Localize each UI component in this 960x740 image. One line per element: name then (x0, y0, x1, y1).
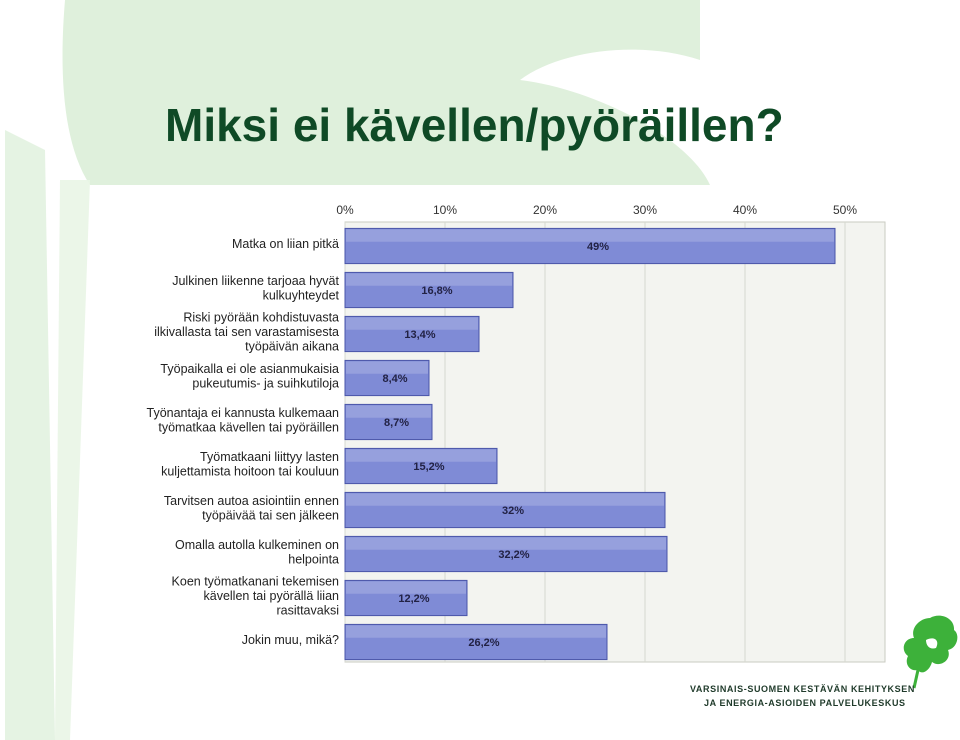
bar-value-label: 32% (501, 505, 525, 517)
bar-highlight (346, 581, 466, 593)
category-label-line: Työmatkaani liittyy lasten (200, 449, 339, 464)
category-label-line: Koen työmatkanani tekemisen (171, 574, 339, 589)
category-label (242, 633, 339, 647)
category-label (172, 274, 339, 303)
category-label-line: työpäivää tai sen jälkeen (202, 508, 339, 523)
category-label-line: Jokin muu, mikä? (241, 633, 339, 647)
category-label (161, 450, 339, 479)
bar-value-label: 13,4% (404, 329, 436, 341)
bar-value-label: 8,4% (382, 373, 408, 385)
bar-highlight (346, 361, 428, 373)
category-label-line: Tarvitsen autoa asiointiin ennen (163, 493, 339, 508)
x-tick-label: 30% (632, 203, 658, 217)
category-label-line: työpäivän aikana (245, 339, 339, 354)
category-label-line: kävellen tai pyörällä liian (203, 589, 339, 603)
x-tick-label: 0% (336, 203, 354, 217)
organization-logo (690, 610, 960, 720)
category-label-line: Työpaikalla ei ole asianmukaisia (160, 361, 339, 376)
category-label-line: Riski pyörään kohdistuvasta (183, 310, 339, 325)
category-label (175, 538, 339, 567)
bar-chart (105, 196, 895, 666)
category-label (232, 237, 339, 251)
category-label (154, 311, 339, 354)
category-label (164, 494, 339, 523)
bar-highlight (346, 537, 666, 549)
bar-value-label: 8,7% (383, 417, 410, 429)
category-label-line: ilkivallasta tai sen varastamisesta (154, 325, 339, 339)
bar-value-label: 26,2% (468, 637, 500, 649)
organization-name-line2: JA ENERGIA-ASIOIDEN PALVELUKESKUS (704, 698, 906, 708)
category-label (160, 362, 339, 391)
category-label-line: Julkinen liikenne tarjoaa hyvät (172, 273, 339, 288)
bar-highlight (346, 405, 431, 417)
chart-panel (105, 196, 895, 666)
category-label (172, 575, 340, 618)
bar-highlight (346, 625, 606, 637)
category-label-line: pukeutumis- ja suihkutiloja (192, 376, 339, 391)
bar-value-label: 49% (586, 241, 610, 253)
bar-highlight (346, 317, 478, 329)
category-label-line: kuljettamista hoitoon tai kouluun (161, 464, 339, 479)
bar-value-label: 12,2% (398, 593, 430, 605)
x-tick-label: 10% (432, 203, 458, 217)
bar-highlight (346, 493, 664, 505)
category-label-line: helpointa (288, 552, 339, 567)
x-tick-label: 40% (732, 203, 758, 217)
bar-value-label: 32,2% (498, 549, 530, 561)
category-label-line: Työnantaja ei kannusta kulkemaan (146, 405, 339, 420)
category-label-line: kulkuyhteydet (262, 288, 339, 303)
category-label-line: Matka on liian pitkä (231, 237, 339, 251)
category-label-line: Omalla autolla kulkeminen on (175, 537, 339, 552)
x-tick-label: 20% (532, 203, 558, 217)
category-label (147, 406, 340, 435)
green-leaf-logo-icon (900, 610, 960, 690)
category-label-line: rasittavaksi (276, 603, 339, 618)
category-label-line: työmatkaa kävellen tai pyöräillen (158, 420, 339, 435)
bar-highlight (346, 229, 834, 241)
x-tick-label: 50% (832, 203, 858, 217)
bar-highlight (346, 449, 496, 461)
bar-highlight (346, 273, 512, 285)
bar-value-label: 15,2% (413, 461, 445, 473)
bar-value-label: 16,8% (421, 285, 453, 297)
slide-title: Miksi ei kävellen/pyöräillen? (165, 99, 784, 151)
organization-name-line1: VARSINAIS-SUOMEN KESTÄVÄN KEHITYKSEN (690, 684, 915, 694)
